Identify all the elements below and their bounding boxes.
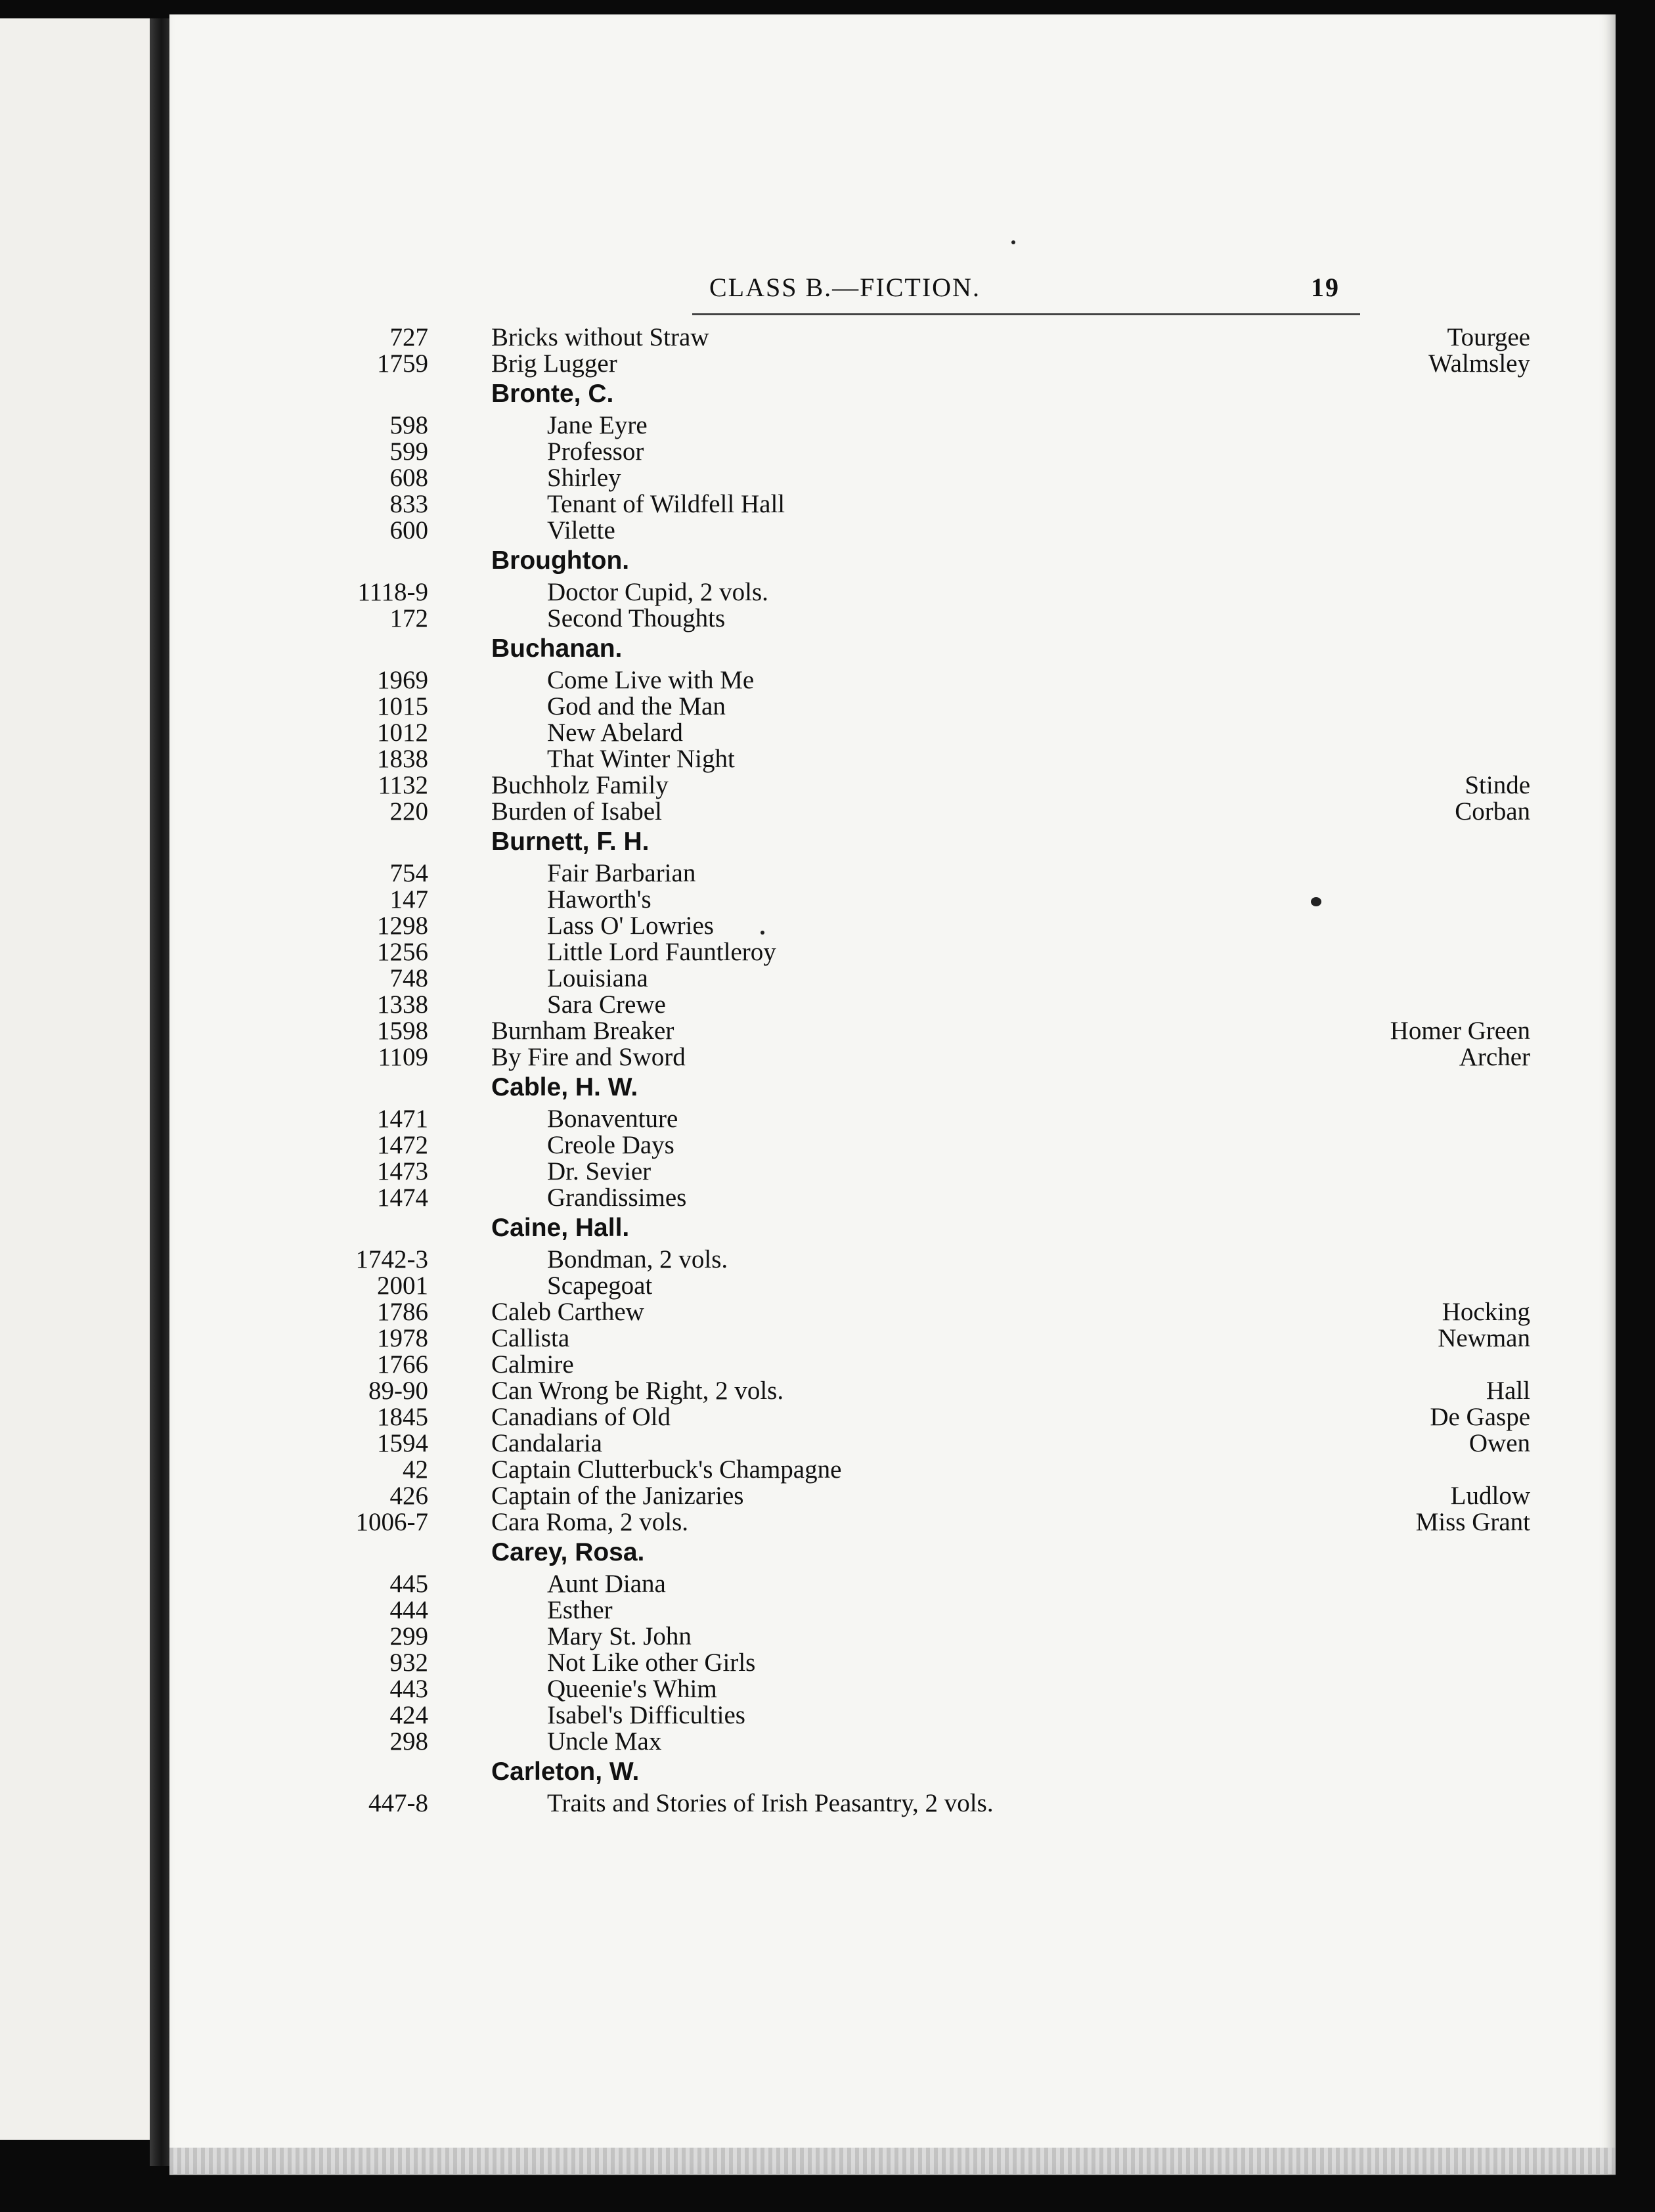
entry-number: 1006-7 [355, 1508, 428, 1536]
entry-title: Callista [491, 1324, 570, 1352]
catalog-entry [169, 412, 1616, 439]
entry-number: 172 [389, 604, 428, 632]
entry-number: 1742-3 [355, 1245, 428, 1273]
catalog-entry [169, 1352, 1616, 1378]
entry-number: 748 [389, 964, 428, 992]
entry-number: 599 [389, 437, 428, 466]
entry-title: Come Live with Me [547, 666, 755, 694]
entry-number: 299 [389, 1622, 428, 1650]
ink-speck [1011, 240, 1015, 244]
catalog-entry [169, 1378, 1616, 1404]
catalog-entry [169, 518, 1616, 544]
entry-title: Esther [547, 1596, 613, 1624]
entry-number: 1766 [377, 1350, 428, 1379]
entry-number: 42 [403, 1455, 428, 1484]
entry-author: Hall [1486, 1377, 1530, 1405]
entry-title: Doctor Cupid, 2 vols. [547, 578, 768, 606]
entry-title: Bonaventure [547, 1105, 678, 1133]
entry-number: 147 [389, 885, 428, 914]
entry-title: Creole Days [547, 1131, 674, 1159]
entry-author: Archer [1459, 1043, 1530, 1071]
entry-author: Walmsley [1428, 349, 1530, 378]
entry-number: 833 [389, 490, 428, 518]
entry-title: Traits and Stories of Irish Peasantry, 2 vols. [547, 1789, 994, 1817]
catalog-entry [169, 1247, 1616, 1273]
page-title: CLASS B.—FICTION. [709, 273, 981, 302]
entry-author: Corban [1455, 797, 1530, 826]
catalog-entry [169, 860, 1616, 887]
entry-author: Newman [1438, 1324, 1530, 1352]
author-heading [169, 544, 1616, 579]
entry-title: Isabel's Difficulties [547, 1701, 745, 1729]
entry-title: Lass O' Lowries [547, 912, 714, 940]
catalog-entry [169, 1325, 1616, 1352]
entry-title: Burden of Isabel [491, 797, 662, 826]
entry-title: Candalaria [491, 1429, 602, 1457]
author-heading [169, 1071, 1616, 1106]
catalog-entry [169, 887, 1616, 913]
catalog-entry [169, 1273, 1616, 1299]
entry-title: Professor [547, 437, 644, 466]
entry-title: Captain Clutterbuck's Champagne [491, 1455, 842, 1484]
entry-number: 447-8 [368, 1789, 428, 1817]
entry-title: Caleb Carthew [491, 1298, 644, 1326]
entry-number: 1109 [378, 1043, 428, 1071]
entry-title: Uncle Max [547, 1727, 662, 1756]
entry-number: 598 [389, 411, 428, 439]
entry-title: New Abelard [547, 719, 683, 747]
catalog-entry [169, 1159, 1616, 1185]
catalog-entry [169, 1650, 1616, 1676]
entry-number: 1256 [377, 938, 428, 966]
page-bottom-edge [169, 2148, 1616, 2174]
entry-title: Calmire [491, 1350, 574, 1379]
author-name: Buchanan. [491, 634, 623, 663]
entry-number: 608 [389, 464, 428, 492]
book-gutter [150, 18, 169, 2166]
author-name: Bronte, C. [491, 380, 614, 408]
entry-title: Vilette [547, 516, 615, 544]
catalog-entry [169, 1430, 1616, 1457]
entry-number: 443 [389, 1675, 428, 1703]
entry-title: Sara Crewe [547, 990, 666, 1019]
catalog-entry [169, 694, 1616, 720]
entry-number: 1838 [377, 745, 428, 773]
entry-author: Tourgee [1447, 323, 1530, 351]
entry-title: Bondman, 2 vols. [547, 1245, 728, 1273]
entry-author: Homer Green [1390, 1017, 1530, 1045]
entry-title: Fair Barbarian [547, 859, 696, 887]
catalog-entry [169, 1571, 1616, 1597]
catalog-entry [169, 579, 1616, 606]
catalog-entry [169, 1132, 1616, 1159]
entry-number: 1594 [377, 1429, 428, 1457]
catalog-entry [169, 1597, 1616, 1624]
entry-title: God and the Man [547, 692, 726, 720]
entry-number: 1978 [377, 1324, 428, 1352]
entry-number: 1012 [377, 719, 428, 747]
entry-title: Aunt Diana [547, 1570, 666, 1598]
entry-author: Ludlow [1450, 1482, 1530, 1510]
entry-number: 1969 [377, 666, 428, 694]
entry-number: 1132 [378, 771, 428, 799]
author-heading [169, 377, 1616, 412]
author-name: Cable, H. W. [491, 1073, 638, 1101]
facing-page-edge [0, 18, 150, 2140]
catalog-entry [169, 1299, 1616, 1325]
catalog-page [169, 14, 1616, 2175]
entry-number: 220 [389, 797, 428, 826]
entry-author: Hocking [1442, 1298, 1530, 1326]
page-header [169, 269, 1616, 309]
catalog-entry [169, 799, 1616, 825]
entry-title: Burnham Breaker [491, 1017, 674, 1045]
catalog-entry [169, 1185, 1616, 1211]
entry-title: Bricks without Straw [491, 323, 709, 351]
entry-title: Second Thoughts [547, 604, 726, 632]
entry-title: Queenie's Whim [547, 1675, 717, 1703]
entry-title: Cara Roma, 2 vols. [491, 1508, 689, 1536]
catalog-entry [169, 1018, 1616, 1044]
author-heading [169, 1211, 1616, 1247]
entry-number: 1118-9 [357, 578, 428, 606]
entry-author: Stinde [1465, 771, 1530, 799]
catalog-entry [169, 1624, 1616, 1650]
entry-title: Canadians of Old [491, 1403, 671, 1431]
author-name: Caine, Hall. [491, 1214, 630, 1242]
catalog-entry [169, 1790, 1616, 1817]
entry-number: 1015 [377, 692, 428, 720]
entry-title: Mary St. John [547, 1622, 692, 1650]
entry-number: 600 [389, 516, 428, 544]
entry-title: Little Lord Fauntleroy [547, 938, 776, 966]
entry-title: Captain of the Janizaries [491, 1482, 744, 1510]
entry-number: 754 [389, 859, 428, 887]
author-heading [169, 632, 1616, 667]
entry-number: 298 [389, 1727, 428, 1756]
entry-title: Can Wrong be Right, 2 vols. [491, 1377, 784, 1405]
entry-number: 445 [389, 1570, 428, 1598]
catalog-entry [169, 1729, 1616, 1755]
catalog-entry [169, 667, 1616, 694]
entry-number: 2001 [377, 1272, 428, 1300]
catalog-entry [169, 1702, 1616, 1729]
entry-number: 1759 [377, 349, 428, 378]
catalog-entry [169, 992, 1616, 1018]
entry-number: 89-90 [368, 1377, 428, 1405]
catalog-entries [169, 324, 1616, 1817]
catalog-entry [169, 1483, 1616, 1509]
catalog-entry [169, 720, 1616, 746]
entry-number: 1474 [377, 1183, 428, 1212]
author-name: Carleton, W. [491, 1758, 640, 1786]
entry-number: 426 [389, 1482, 428, 1510]
catalog-entry [169, 1106, 1616, 1132]
entry-title: Tenant of Wildfell Hall [547, 490, 785, 518]
page-number: 19 [1311, 273, 1340, 302]
catalog-entry [169, 1676, 1616, 1702]
entry-number: 1473 [377, 1157, 428, 1185]
catalog-entry [169, 465, 1616, 491]
entry-title: Shirley [547, 464, 621, 492]
entry-number: 727 [389, 323, 428, 351]
entry-number: 1472 [377, 1131, 428, 1159]
ink-speck [761, 931, 764, 935]
entry-number: 1471 [377, 1105, 428, 1133]
catalog-entry [169, 324, 1616, 351]
author-name: Burnett, F. H. [491, 828, 650, 856]
author-heading [169, 1755, 1616, 1790]
catalog-entry [169, 1457, 1616, 1483]
entry-number: 1598 [377, 1017, 428, 1045]
entry-number: 1298 [377, 912, 428, 940]
entry-title: Buchholz Family [491, 771, 669, 799]
entry-title: Brig Lugger [491, 349, 617, 378]
entry-author: Miss Grant [1415, 1508, 1530, 1536]
catalog-entry [169, 746, 1616, 772]
author-heading [169, 825, 1616, 860]
catalog-entry [169, 351, 1616, 377]
entry-title: By Fire and Sword [491, 1043, 686, 1071]
catalog-entry [169, 606, 1616, 632]
entry-number: 1786 [377, 1298, 428, 1326]
entry-number: 932 [389, 1648, 428, 1677]
entry-title: Jane Eyre [547, 411, 648, 439]
author-heading [169, 1536, 1616, 1571]
entry-author: De Gaspe [1430, 1403, 1530, 1431]
catalog-entry [169, 939, 1616, 965]
header-rule [692, 313, 1360, 315]
author-name: Broughton. [491, 546, 630, 575]
ink-speck [1311, 897, 1321, 906]
entry-title: Scapegoat [547, 1272, 653, 1300]
entry-title: Not Like other Girls [547, 1648, 756, 1677]
catalog-entry [169, 965, 1616, 992]
author-name: Carey, Rosa. [491, 1538, 645, 1566]
entry-number: 1845 [377, 1403, 428, 1431]
entry-title: Haworth's [547, 885, 651, 914]
catalog-entry [169, 1404, 1616, 1430]
entry-author: Owen [1468, 1429, 1530, 1457]
catalog-entry [169, 491, 1616, 518]
entry-title: Dr. Sevier [547, 1157, 651, 1185]
catalog-entry [169, 1044, 1616, 1071]
catalog-entry [169, 439, 1616, 465]
catalog-entry [169, 913, 1616, 939]
entry-number: 1338 [377, 990, 428, 1019]
entry-title: Louisiana [547, 964, 648, 992]
entry-number: 444 [389, 1596, 428, 1624]
catalog-entry [169, 1509, 1616, 1536]
entry-title: Grandissimes [547, 1183, 687, 1212]
entry-title: That Winter Night [547, 745, 735, 773]
entry-number: 424 [389, 1701, 428, 1729]
catalog-entry [169, 772, 1616, 799]
